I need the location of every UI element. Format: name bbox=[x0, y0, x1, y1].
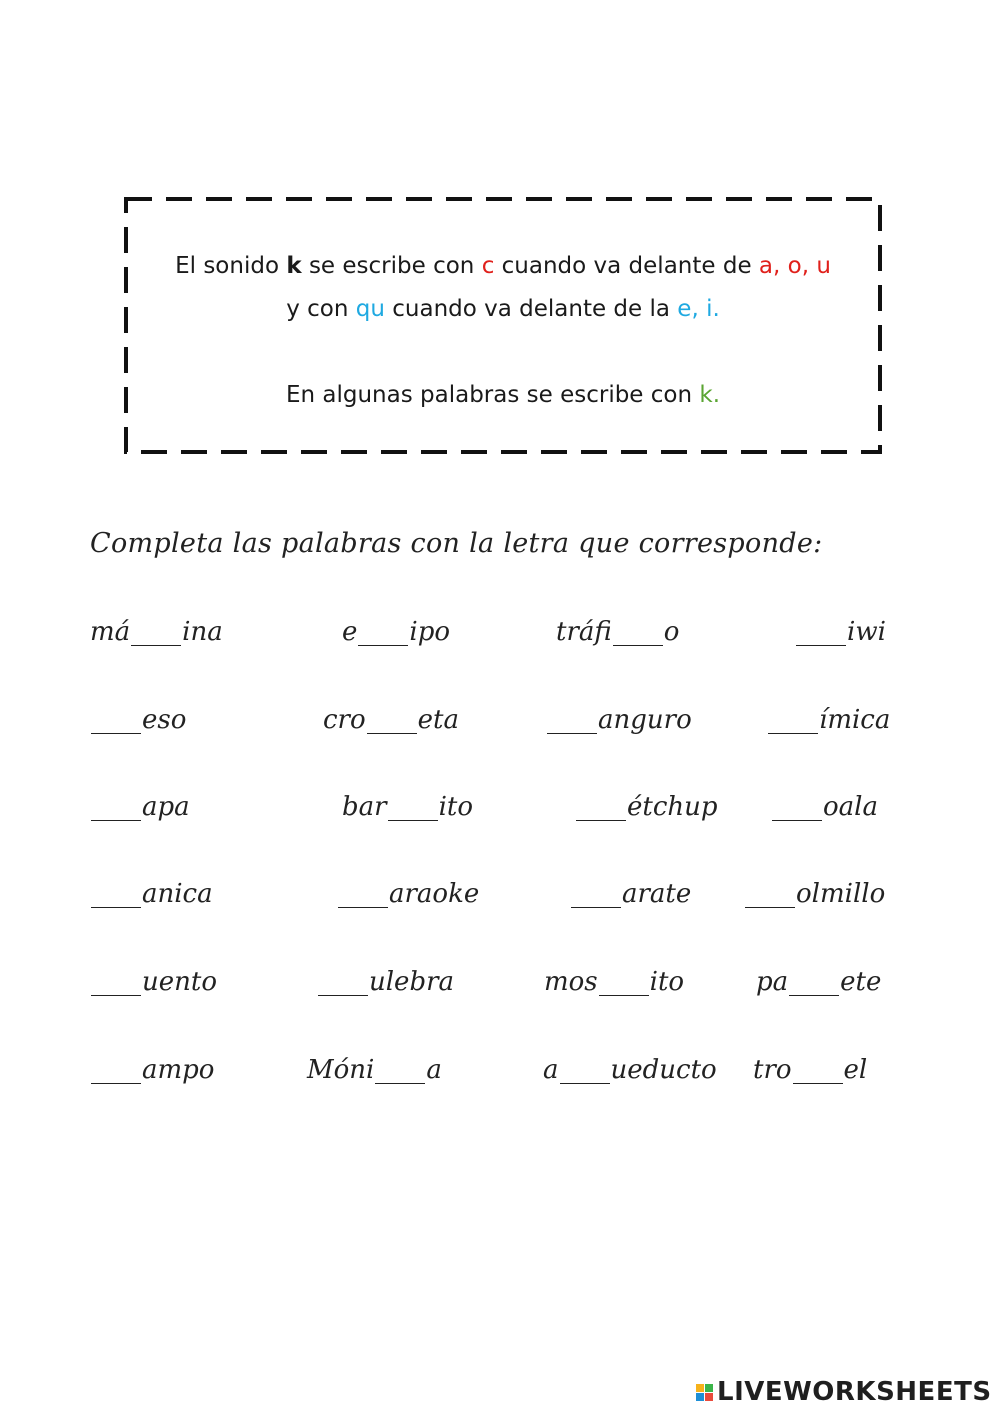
blank-input[interactable] bbox=[772, 794, 822, 821]
blank-input[interactable] bbox=[367, 707, 417, 734]
instruction: Completa las palabras con la letra que corresponde: bbox=[90, 528, 823, 559]
word-item: Móni a bbox=[307, 1055, 442, 1085]
rule-line-1 bbox=[124, 245, 882, 288]
letters-qu: qu bbox=[355, 296, 385, 322]
word-item: apa bbox=[90, 792, 190, 822]
blank-input[interactable] bbox=[318, 969, 368, 996]
word-item: olmillo bbox=[744, 879, 885, 909]
rule-text-part: El sonido bbox=[175, 253, 287, 279]
blank-input[interactable] bbox=[91, 707, 141, 734]
word-item: araoke bbox=[337, 879, 479, 909]
blank-input[interactable] bbox=[599, 969, 649, 996]
blank-input[interactable] bbox=[560, 1057, 610, 1084]
word-item: mos ito bbox=[544, 967, 685, 997]
rule-text bbox=[124, 245, 882, 417]
word-item: a ueducto bbox=[543, 1055, 717, 1085]
blank-input[interactable] bbox=[388, 794, 438, 821]
word-item: ulebra bbox=[317, 967, 454, 997]
rule-text-part: cuando va delante de bbox=[494, 253, 759, 279]
letter-k: k bbox=[286, 253, 302, 279]
blank-input[interactable] bbox=[547, 707, 597, 734]
rule-line-3 bbox=[124, 374, 882, 417]
blank-input[interactable] bbox=[571, 881, 621, 908]
rule-text-part: En algunas palabras se escribe con bbox=[285, 382, 700, 408]
word-item: ampo bbox=[90, 1055, 214, 1085]
word-item: oala bbox=[771, 792, 878, 822]
rule-text-part: y con bbox=[286, 296, 356, 322]
blank-input[interactable] bbox=[338, 881, 388, 908]
letter-k-green: k. bbox=[699, 382, 721, 408]
word-item: uento bbox=[90, 967, 217, 997]
blank-input[interactable] bbox=[613, 619, 663, 646]
liveworksheets-logo bbox=[696, 1377, 992, 1407]
word-item: tráfi o bbox=[556, 617, 680, 647]
blank-input[interactable] bbox=[131, 619, 181, 646]
word-item: má ina bbox=[90, 617, 223, 647]
blank-input[interactable] bbox=[375, 1057, 425, 1084]
blank-input[interactable] bbox=[789, 969, 839, 996]
word-item: tro el bbox=[753, 1055, 868, 1085]
blank-input[interactable] bbox=[91, 794, 141, 821]
word-item: cro eta bbox=[323, 705, 459, 735]
blank-input[interactable] bbox=[796, 619, 846, 646]
blank-input[interactable] bbox=[91, 881, 141, 908]
word-item: pa ete bbox=[756, 967, 882, 997]
blank-input[interactable] bbox=[358, 619, 408, 646]
word-item: anica bbox=[90, 879, 213, 909]
rule-line-2 bbox=[124, 288, 882, 331]
blank-input[interactable] bbox=[745, 881, 795, 908]
blank-input[interactable] bbox=[576, 794, 626, 821]
blank-input[interactable] bbox=[793, 1057, 843, 1084]
word-item: eso bbox=[90, 705, 186, 735]
vowels-e-i: e, i. bbox=[677, 296, 720, 322]
word-item: étchup bbox=[575, 792, 718, 822]
word-item: iwi bbox=[795, 617, 886, 647]
word-item: arate bbox=[570, 879, 691, 909]
blank-input[interactable] bbox=[91, 969, 141, 996]
word-item: e ipo bbox=[342, 617, 451, 647]
logo-text: LIVEWORKSHEETS bbox=[717, 1377, 992, 1407]
liveworksheets-logo-icon bbox=[696, 1384, 713, 1401]
vowels-a-o-u: a, o, u bbox=[758, 253, 831, 279]
letter-c: c bbox=[481, 253, 495, 279]
rule-text-part: se escribe con bbox=[301, 253, 482, 279]
rule-box bbox=[124, 197, 882, 454]
blank-input[interactable] bbox=[768, 707, 818, 734]
rule-text-part: cuando va delante de la bbox=[384, 296, 678, 322]
word-item: bar ito bbox=[342, 792, 473, 822]
word-item: ímica bbox=[767, 705, 890, 735]
word-item: anguro bbox=[546, 705, 692, 735]
blank-input[interactable] bbox=[91, 1057, 141, 1084]
